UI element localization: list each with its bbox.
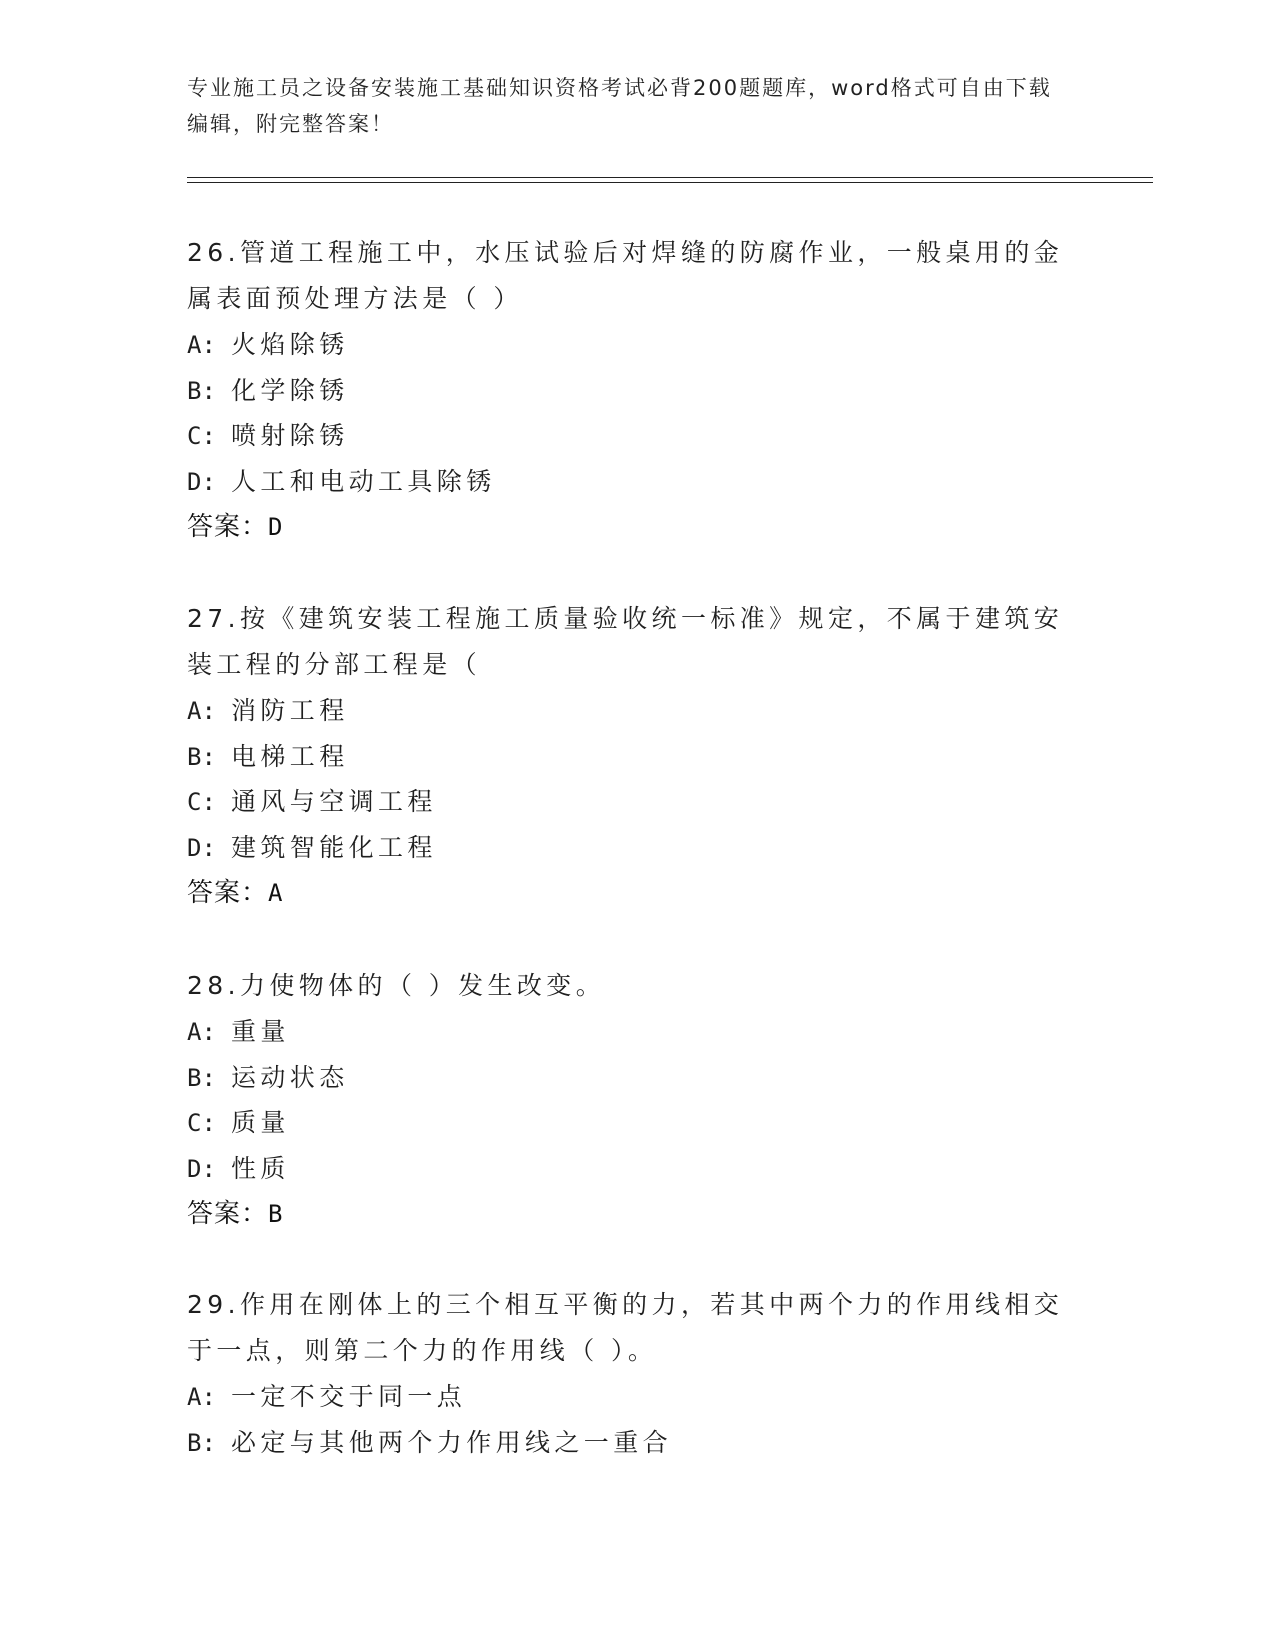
option-letter: C: <box>187 788 216 816</box>
answer-line <box>187 504 1077 550</box>
document-header: 专业施工员之设备安装施工基础知识资格考试必背200题题库，word格式可自由下载编辑，附完整答案！ <box>187 76 1052 136</box>
option-d <box>187 459 1077 505</box>
question-28 <box>187 963 1077 1237</box>
answer-value: D <box>268 513 283 541</box>
header-divider-top <box>187 177 1153 178</box>
header-divider-bottom <box>187 182 1153 183</box>
answer-line <box>187 1191 1077 1237</box>
option-d <box>187 825 1077 871</box>
option-letter: A: <box>187 1383 216 1411</box>
option-text: 人工和电动工具除锈 <box>231 466 496 496</box>
option-d <box>187 1146 1077 1192</box>
option-b <box>187 368 1077 414</box>
answer-label: 答案： <box>187 1199 269 1229</box>
option-b <box>187 1055 1077 1101</box>
question-27 <box>187 596 1077 916</box>
question-stem: 28.力使物体的（ ）发生改变。 <box>187 971 606 1000</box>
option-a <box>187 322 1077 368</box>
answer-line <box>187 870 1077 916</box>
option-letter: A: <box>187 697 216 725</box>
option-text: 通风与空调工程 <box>231 787 437 816</box>
option-text: 火焰除锈 <box>231 330 349 359</box>
option-letter: D: <box>187 467 216 496</box>
option-text: 运动状态 <box>231 1062 349 1092</box>
option-letter: B: <box>187 1428 216 1457</box>
option-text: 质量 <box>231 1108 290 1137</box>
option-text: 电梯工程 <box>231 741 349 771</box>
answer-label: 答案： <box>187 878 269 908</box>
option-a <box>187 1009 1077 1055</box>
option-c <box>187 1100 1077 1146</box>
option-a <box>187 1374 1077 1420</box>
option-c <box>187 779 1077 825</box>
option-letter: D: <box>187 1154 216 1183</box>
option-letter: B: <box>187 376 216 405</box>
option-text: 喷射除锈 <box>231 421 349 450</box>
option-text: 必定与其他两个力作用线之一重合 <box>231 1427 673 1457</box>
option-text: 一定不交于同一点 <box>231 1382 467 1411</box>
option-text: 建筑智能化工程 <box>231 832 437 862</box>
question-26 <box>187 230 1077 550</box>
option-letter: B: <box>187 742 216 771</box>
option-letter: A: <box>187 1018 216 1046</box>
option-letter: A: <box>187 331 216 359</box>
question-29 <box>187 1282 1077 1465</box>
option-text: 化学除锈 <box>231 375 349 405</box>
option-letter: C: <box>187 422 216 450</box>
question-stem: 26.管道工程施工中，水压试验后对焊缝的防腐作业，一般桌用的金属表面预处理方法是（ ） <box>187 238 1064 313</box>
option-letter: D: <box>187 833 216 862</box>
answer-label: 答案： <box>187 512 269 542</box>
option-text: 性质 <box>231 1153 290 1183</box>
option-text: 重量 <box>231 1017 290 1046</box>
option-letter: B: <box>187 1063 216 1092</box>
answer-value: A <box>268 879 283 907</box>
question-stem: 29.作用在刚体上的三个相互平衡的力，若其中两个力的作用线相交于一点，则第二个力的作用线（ ）。 <box>187 1290 1064 1365</box>
option-b <box>187 734 1077 780</box>
option-b <box>187 1420 1077 1466</box>
option-letter: C: <box>187 1109 216 1137</box>
option-c <box>187 413 1077 459</box>
option-a <box>187 688 1077 734</box>
question-stem: 27.按《建筑安装工程施工质量验收统一标准》规定，不属于建筑安装工程的分部工程是（ <box>187 604 1064 679</box>
option-text: 消防工程 <box>231 696 349 725</box>
answer-value: B <box>268 1200 283 1228</box>
